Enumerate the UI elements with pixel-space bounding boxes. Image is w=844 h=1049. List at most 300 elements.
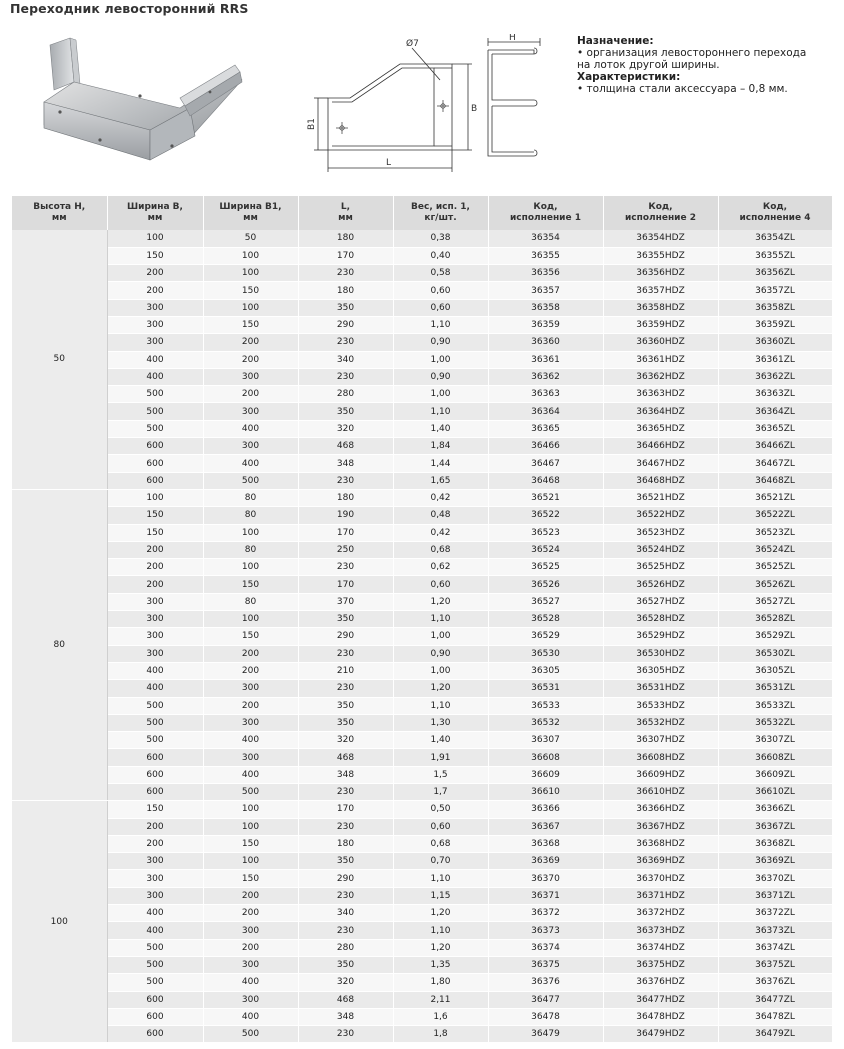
table-row (12, 974, 832, 991)
group-height-cell: 50 (12, 230, 107, 489)
table-cell-code-v1: 36527 (488, 593, 603, 610)
table-cell-width-b: 200 (107, 818, 203, 835)
table-header-row (12, 196, 832, 230)
table-cell-code-v1: 36355 (488, 247, 603, 264)
table-cell-code-v1: 36468 (488, 472, 603, 489)
table-cell-code-v1: 36523 (488, 524, 603, 541)
table-cell-width-b: 500 (107, 420, 203, 437)
table-cell-code-v2: 36361HDZ (603, 351, 718, 368)
table-cell-width-b: 300 (107, 593, 203, 610)
table-cell-width-b: 600 (107, 991, 203, 1008)
table-cell-weight-v1: 1,00 (393, 351, 488, 368)
table-cell-code-v1: 36370 (488, 870, 603, 887)
table-cell-weight-v1: 1,10 (393, 922, 488, 939)
table-row (12, 299, 832, 316)
column-header-line: мм (51, 213, 67, 223)
table-cell-code-v4: 36522ZL (718, 507, 832, 524)
table-cell-code-v4: 36362ZL (718, 368, 832, 385)
table-cell-width-b: 300 (107, 645, 203, 662)
table-cell-width-b: 200 (107, 282, 203, 299)
table-cell-length-l: 280 (298, 939, 393, 956)
table-cell-width-b1: 300 (203, 438, 298, 455)
table-cell-code-v4: 36525ZL (718, 559, 832, 576)
specs-heading: Характеристики: (577, 71, 681, 83)
table-cell-width-b: 150 (107, 524, 203, 541)
table-cell-code-v4: 36358ZL (718, 299, 832, 316)
table-cell-width-b1: 300 (203, 714, 298, 731)
table-row (12, 611, 832, 628)
column-header-line: Высота H, (33, 202, 86, 212)
table-cell-width-b1: 400 (203, 1008, 298, 1025)
table-cell-code-v1: 36478 (488, 1008, 603, 1025)
column-header-line: мм (147, 213, 163, 223)
table-cell-weight-v1: 1,20 (393, 905, 488, 922)
table-cell-weight-v1: 1,35 (393, 956, 488, 973)
table-row (12, 645, 832, 662)
table-cell-width-b: 500 (107, 732, 203, 749)
b1-label: B1 (307, 118, 317, 130)
table-cell-code-v4: 36365ZL (718, 420, 832, 437)
table-cell-code-v2: 36467HDZ (603, 455, 718, 472)
table-cell-code-v1: 36532 (488, 714, 603, 731)
table-cell-length-l: 170 (298, 576, 393, 593)
table-cell-length-l: 350 (298, 853, 393, 870)
table-cell-code-v2: 36354HDZ (603, 230, 718, 247)
table-cell-length-l: 350 (298, 697, 393, 714)
table-cell-width-b: 500 (107, 956, 203, 973)
table-cell-width-b: 600 (107, 1008, 203, 1025)
table-row (12, 697, 832, 714)
table-cell-code-v2: 36365HDZ (603, 420, 718, 437)
table-cell-code-v2: 36525HDZ (603, 559, 718, 576)
table-cell-width-b: 500 (107, 974, 203, 991)
table-cell-width-b: 600 (107, 766, 203, 783)
table-cell-width-b: 400 (107, 662, 203, 679)
table-cell-code-v4: 36363ZL (718, 386, 832, 403)
column-header-line: Ширина B, (127, 202, 183, 212)
table-row (12, 576, 832, 593)
table-cell-weight-v1: 1,10 (393, 611, 488, 628)
table-cell-code-v2: 36524HDZ (603, 541, 718, 558)
h-label: H (509, 34, 516, 43)
table-cell-width-b1: 150 (203, 316, 298, 333)
table-row (12, 1008, 832, 1025)
column-header-height-h (12, 196, 107, 230)
table-cell-width-b: 200 (107, 541, 203, 558)
side-view-drawing (480, 34, 550, 164)
table-cell-code-v2: 36370HDZ (603, 870, 718, 887)
table-row (12, 662, 832, 679)
table-cell-code-v1: 36366 (488, 801, 603, 818)
table-cell-weight-v1: 0,90 (393, 368, 488, 385)
table-cell-weight-v1: 1,5 (393, 766, 488, 783)
table-cell-code-v1: 36533 (488, 697, 603, 714)
table-cell-code-v4: 36305ZL (718, 662, 832, 679)
info-block (577, 35, 839, 95)
table-cell-code-v1: 36531 (488, 680, 603, 697)
table-cell-code-v4: 36375ZL (718, 956, 832, 973)
table-cell-weight-v1: 1,00 (393, 662, 488, 679)
table-cell-weight-v1: 1,40 (393, 420, 488, 437)
table-cell-code-v4: 36369ZL (718, 853, 832, 870)
table-cell-code-v1: 36521 (488, 489, 603, 506)
table-row (12, 801, 832, 818)
table-cell-width-b1: 200 (203, 645, 298, 662)
table-cell-length-l: 348 (298, 455, 393, 472)
table-cell-code-v1: 36363 (488, 386, 603, 403)
table-cell-width-b1: 400 (203, 420, 298, 437)
diameter-label: Ø7 (406, 39, 419, 49)
page-title: Переходник левосторонний RRS (10, 1, 249, 16)
table-cell-length-l: 320 (298, 420, 393, 437)
table-cell-width-b1: 500 (203, 472, 298, 489)
table-row (12, 472, 832, 489)
table-cell-weight-v1: 1,6 (393, 1008, 488, 1025)
table-cell-code-v4: 36608ZL (718, 749, 832, 766)
table-cell-code-v4: 36360ZL (718, 334, 832, 351)
table-row (12, 939, 832, 956)
table-cell-width-b1: 400 (203, 455, 298, 472)
table-cell-width-b1: 400 (203, 974, 298, 991)
table-cell-length-l: 180 (298, 835, 393, 852)
table-cell-code-v2: 36531HDZ (603, 680, 718, 697)
table-row (12, 247, 832, 264)
table-row (12, 351, 832, 368)
product-photo (30, 30, 250, 180)
table-cell-length-l: 370 (298, 593, 393, 610)
column-header-line: Вес, исп. 1, (411, 202, 470, 212)
table-row (12, 368, 832, 385)
table-row (12, 905, 832, 922)
table-cell-width-b: 300 (107, 853, 203, 870)
table-cell-weight-v1: 1,00 (393, 628, 488, 645)
table-cell-width-b: 400 (107, 368, 203, 385)
table-cell-code-v1: 36525 (488, 559, 603, 576)
table-cell-code-v4: 36529ZL (718, 628, 832, 645)
table-cell-width-b1: 200 (203, 905, 298, 922)
table-cell-length-l: 230 (298, 784, 393, 801)
table-cell-code-v4: 36526ZL (718, 576, 832, 593)
table-cell-code-v2: 36532HDZ (603, 714, 718, 731)
table-cell-code-v2: 36376HDZ (603, 974, 718, 991)
table-cell-code-v4: 36466ZL (718, 438, 832, 455)
table-row (12, 230, 832, 247)
column-header-line: Код, (648, 202, 673, 212)
table-row (12, 887, 832, 904)
table-cell-code-v4: 36354ZL (718, 230, 832, 247)
table-row (12, 922, 832, 939)
table-cell-width-b1: 200 (203, 351, 298, 368)
table-cell-code-v2: 36529HDZ (603, 628, 718, 645)
table-cell-weight-v1: 1,65 (393, 472, 488, 489)
table-cell-weight-v1: 1,10 (393, 403, 488, 420)
table-cell-width-b1: 300 (203, 991, 298, 1008)
column-header-line: исполнение 4 (739, 213, 811, 223)
height-group-100 (12, 801, 832, 1043)
table-cell-code-v4: 36523ZL (718, 524, 832, 541)
table-cell-code-v2: 36375HDZ (603, 956, 718, 973)
table-cell-width-b: 600 (107, 749, 203, 766)
column-header-code-v1 (488, 196, 603, 230)
column-header-width-b (107, 196, 203, 230)
table-cell-code-v4: 36528ZL (718, 611, 832, 628)
table-cell-code-v4: 36359ZL (718, 316, 832, 333)
table-row (12, 853, 832, 870)
table-cell-weight-v1: 1,44 (393, 455, 488, 472)
table-cell-weight-v1: 1,84 (393, 438, 488, 455)
table-cell-width-b1: 80 (203, 593, 298, 610)
table-cell-code-v1: 36528 (488, 611, 603, 628)
table-cell-width-b1: 150 (203, 576, 298, 593)
table-cell-width-b1: 50 (203, 230, 298, 247)
table-row (12, 1026, 832, 1043)
table-cell-width-b1: 300 (203, 368, 298, 385)
table-cell-width-b: 100 (107, 489, 203, 506)
table-cell-width-b1: 300 (203, 749, 298, 766)
table-cell-code-v4: 36372ZL (718, 905, 832, 922)
table-cell-width-b: 300 (107, 870, 203, 887)
table-cell-code-v4: 36468ZL (718, 472, 832, 489)
table-cell-length-l: 230 (298, 922, 393, 939)
table-cell-code-v1: 36466 (488, 438, 603, 455)
table-cell-code-v4: 36532ZL (718, 714, 832, 731)
table-cell-weight-v1: 1,30 (393, 714, 488, 731)
purpose-line-1: • организация левостороннего перехода (577, 47, 807, 59)
table-cell-code-v1: 36524 (488, 541, 603, 558)
table-cell-code-v2: 36533HDZ (603, 697, 718, 714)
table-cell-width-b: 300 (107, 299, 203, 316)
table-cell-width-b1: 400 (203, 732, 298, 749)
table-cell-width-b1: 300 (203, 922, 298, 939)
table-cell-width-b1: 200 (203, 939, 298, 956)
table-cell-code-v4: 36367ZL (718, 818, 832, 835)
table-cell-code-v4: 36609ZL (718, 766, 832, 783)
table-cell-code-v1: 36372 (488, 905, 603, 922)
table-cell-width-b: 300 (107, 334, 203, 351)
column-header-line: кг/шт. (424, 213, 457, 223)
table-cell-code-v1: 36368 (488, 835, 603, 852)
table-row (12, 835, 832, 852)
table-cell-length-l: 170 (298, 801, 393, 818)
column-header-code-v2 (603, 196, 718, 230)
table-cell-width-b1: 200 (203, 334, 298, 351)
table-cell-code-v2: 36358HDZ (603, 299, 718, 316)
table-cell-length-l: 230 (298, 645, 393, 662)
table-cell-width-b1: 150 (203, 870, 298, 887)
table-cell-length-l: 250 (298, 541, 393, 558)
group-height-cell: 100 (12, 801, 107, 1043)
table-cell-code-v4: 36374ZL (718, 939, 832, 956)
table-cell-code-v1: 36371 (488, 887, 603, 904)
table-row (12, 714, 832, 731)
table-cell-length-l: 170 (298, 247, 393, 264)
table-cell-code-v4: 36366ZL (718, 801, 832, 818)
table-cell-code-v4: 36368ZL (718, 835, 832, 852)
table-cell-width-b: 600 (107, 438, 203, 455)
table-cell-weight-v1: 0,60 (393, 299, 488, 316)
table-cell-code-v1: 36356 (488, 265, 603, 282)
table-cell-length-l: 230 (298, 334, 393, 351)
table-cell-length-l: 348 (298, 1008, 393, 1025)
table-row (12, 541, 832, 558)
height-group-80 (12, 489, 832, 800)
table-cell-length-l: 230 (298, 818, 393, 835)
table-cell-length-l: 230 (298, 265, 393, 282)
table-cell-weight-v1: 1,00 (393, 386, 488, 403)
table-cell-code-v1: 36609 (488, 766, 603, 783)
table-cell-weight-v1: 0,48 (393, 507, 488, 524)
table-cell-length-l: 290 (298, 870, 393, 887)
table-cell-length-l: 290 (298, 628, 393, 645)
table-cell-width-b1: 100 (203, 853, 298, 870)
table-cell-code-v2: 36478HDZ (603, 1008, 718, 1025)
column-header-width-b1 (203, 196, 298, 230)
purpose-heading: Назначение: (577, 35, 654, 47)
table-cell-code-v1: 36305 (488, 662, 603, 679)
table-cell-weight-v1: 0,68 (393, 835, 488, 852)
column-header-line: мм (338, 213, 353, 223)
table-cell-code-v2: 36608HDZ (603, 749, 718, 766)
table-cell-code-v1: 36367 (488, 818, 603, 835)
table-cell-code-v2: 36366HDZ (603, 801, 718, 818)
table-cell-code-v1: 36361 (488, 351, 603, 368)
table-cell-width-b: 400 (107, 680, 203, 697)
table-cell-length-l: 350 (298, 299, 393, 316)
table-cell-code-v1: 36479 (488, 1026, 603, 1043)
table-cell-weight-v1: 2,11 (393, 991, 488, 1008)
table-cell-width-b1: 300 (203, 403, 298, 420)
table-cell-code-v4: 36376ZL (718, 974, 832, 991)
column-header-line: Ширина B1, (219, 202, 282, 212)
table-cell-code-v1: 36359 (488, 316, 603, 333)
table-cell-code-v4: 36467ZL (718, 455, 832, 472)
table-row (12, 628, 832, 645)
table-cell-code-v2: 36307HDZ (603, 732, 718, 749)
spec-table (12, 196, 833, 1043)
column-header-line: исполнение 1 (510, 213, 581, 223)
table-cell-weight-v1: 1,80 (393, 974, 488, 991)
table-cell-length-l: 340 (298, 905, 393, 922)
table-cell-code-v4: 36478ZL (718, 1008, 832, 1025)
table-cell-length-l: 230 (298, 1026, 393, 1043)
table-cell-width-b1: 80 (203, 541, 298, 558)
table-cell-code-v4: 36356ZL (718, 265, 832, 282)
table-cell-code-v2: 36523HDZ (603, 524, 718, 541)
table-cell-code-v4: 36477ZL (718, 991, 832, 1008)
table-cell-code-v4: 36524ZL (718, 541, 832, 558)
table-row (12, 818, 832, 835)
table-cell-code-v1: 36358 (488, 299, 603, 316)
table-cell-weight-v1: 0,42 (393, 489, 488, 506)
table-cell-weight-v1: 0,58 (393, 265, 488, 282)
table-cell-code-v2: 36356HDZ (603, 265, 718, 282)
column-header-code-v4 (718, 196, 832, 230)
table-cell-code-v2: 36528HDZ (603, 611, 718, 628)
table-cell-width-b1: 150 (203, 835, 298, 852)
table-row (12, 593, 832, 610)
table-row (12, 559, 832, 576)
table-cell-length-l: 320 (298, 974, 393, 991)
table-cell-width-b: 500 (107, 939, 203, 956)
table-cell-weight-v1: 1,10 (393, 316, 488, 333)
table-cell-code-v4: 36364ZL (718, 403, 832, 420)
table-cell-weight-v1: 0,40 (393, 247, 488, 264)
table-cell-width-b1: 300 (203, 680, 298, 697)
table-cell-code-v1: 36375 (488, 956, 603, 973)
table-cell-width-b1: 200 (203, 887, 298, 904)
table-cell-width-b: 300 (107, 628, 203, 645)
table-cell-code-v1: 36522 (488, 507, 603, 524)
group-height-cell: 80 (12, 489, 107, 800)
table-cell-code-v1: 36362 (488, 368, 603, 385)
table-cell-weight-v1: 0,62 (393, 559, 488, 576)
table-cell-code-v2: 36372HDZ (603, 905, 718, 922)
table-cell-code-v4: 36307ZL (718, 732, 832, 749)
table-row (12, 403, 832, 420)
table-cell-width-b: 400 (107, 905, 203, 922)
table-cell-code-v2: 36362HDZ (603, 368, 718, 385)
table-cell-width-b1: 500 (203, 784, 298, 801)
table-cell-length-l: 180 (298, 282, 393, 299)
table-cell-length-l: 340 (298, 351, 393, 368)
table-cell-code-v1: 36526 (488, 576, 603, 593)
table-cell-width-b: 200 (107, 265, 203, 282)
table-cell-code-v2: 36360HDZ (603, 334, 718, 351)
table-cell-code-v2: 36374HDZ (603, 939, 718, 956)
table-cell-code-v2: 36367HDZ (603, 818, 718, 835)
table-cell-code-v1: 36365 (488, 420, 603, 437)
table-cell-weight-v1: 0,60 (393, 282, 488, 299)
table-cell-width-b1: 200 (203, 697, 298, 714)
table-row (12, 784, 832, 801)
table-cell-width-b: 400 (107, 922, 203, 939)
table-cell-code-v2: 36369HDZ (603, 853, 718, 870)
table-cell-code-v2: 36522HDZ (603, 507, 718, 524)
table-row (12, 282, 832, 299)
table-cell-width-b: 500 (107, 403, 203, 420)
table-row (12, 870, 832, 887)
table-cell-weight-v1: 0,90 (393, 334, 488, 351)
table-cell-weight-v1: 1,20 (393, 593, 488, 610)
table-cell-width-b: 600 (107, 455, 203, 472)
b-label: B (471, 104, 478, 114)
table-cell-weight-v1: 1,10 (393, 697, 488, 714)
table-cell-weight-v1: 0,38 (393, 230, 488, 247)
table-row (12, 680, 832, 697)
table-cell-weight-v1: 1,91 (393, 749, 488, 766)
table-row (12, 524, 832, 541)
table-cell-weight-v1: 1,15 (393, 887, 488, 904)
column-header-line: мм (243, 213, 258, 223)
table-row (12, 732, 832, 749)
table-cell-width-b1: 100 (203, 265, 298, 282)
table-cell-code-v4: 36479ZL (718, 1026, 832, 1043)
l-label: L (386, 158, 392, 168)
table-cell-code-v1: 36530 (488, 645, 603, 662)
table-cell-width-b: 150 (107, 507, 203, 524)
table-cell-weight-v1: 0,42 (393, 524, 488, 541)
table-cell-code-v1: 36354 (488, 230, 603, 247)
table-cell-length-l: 230 (298, 887, 393, 904)
table-cell-code-v1: 36357 (488, 282, 603, 299)
table-cell-code-v1: 36374 (488, 939, 603, 956)
table-cell-weight-v1: 0,60 (393, 818, 488, 835)
table-cell-code-v4: 36361ZL (718, 351, 832, 368)
table-cell-code-v4: 36370ZL (718, 870, 832, 887)
specs-line-1: • толщина стали аксессуара – 0,8 мм. (577, 83, 788, 95)
table-cell-weight-v1: 1,40 (393, 732, 488, 749)
table-cell-weight-v1: 1,7 (393, 784, 488, 801)
